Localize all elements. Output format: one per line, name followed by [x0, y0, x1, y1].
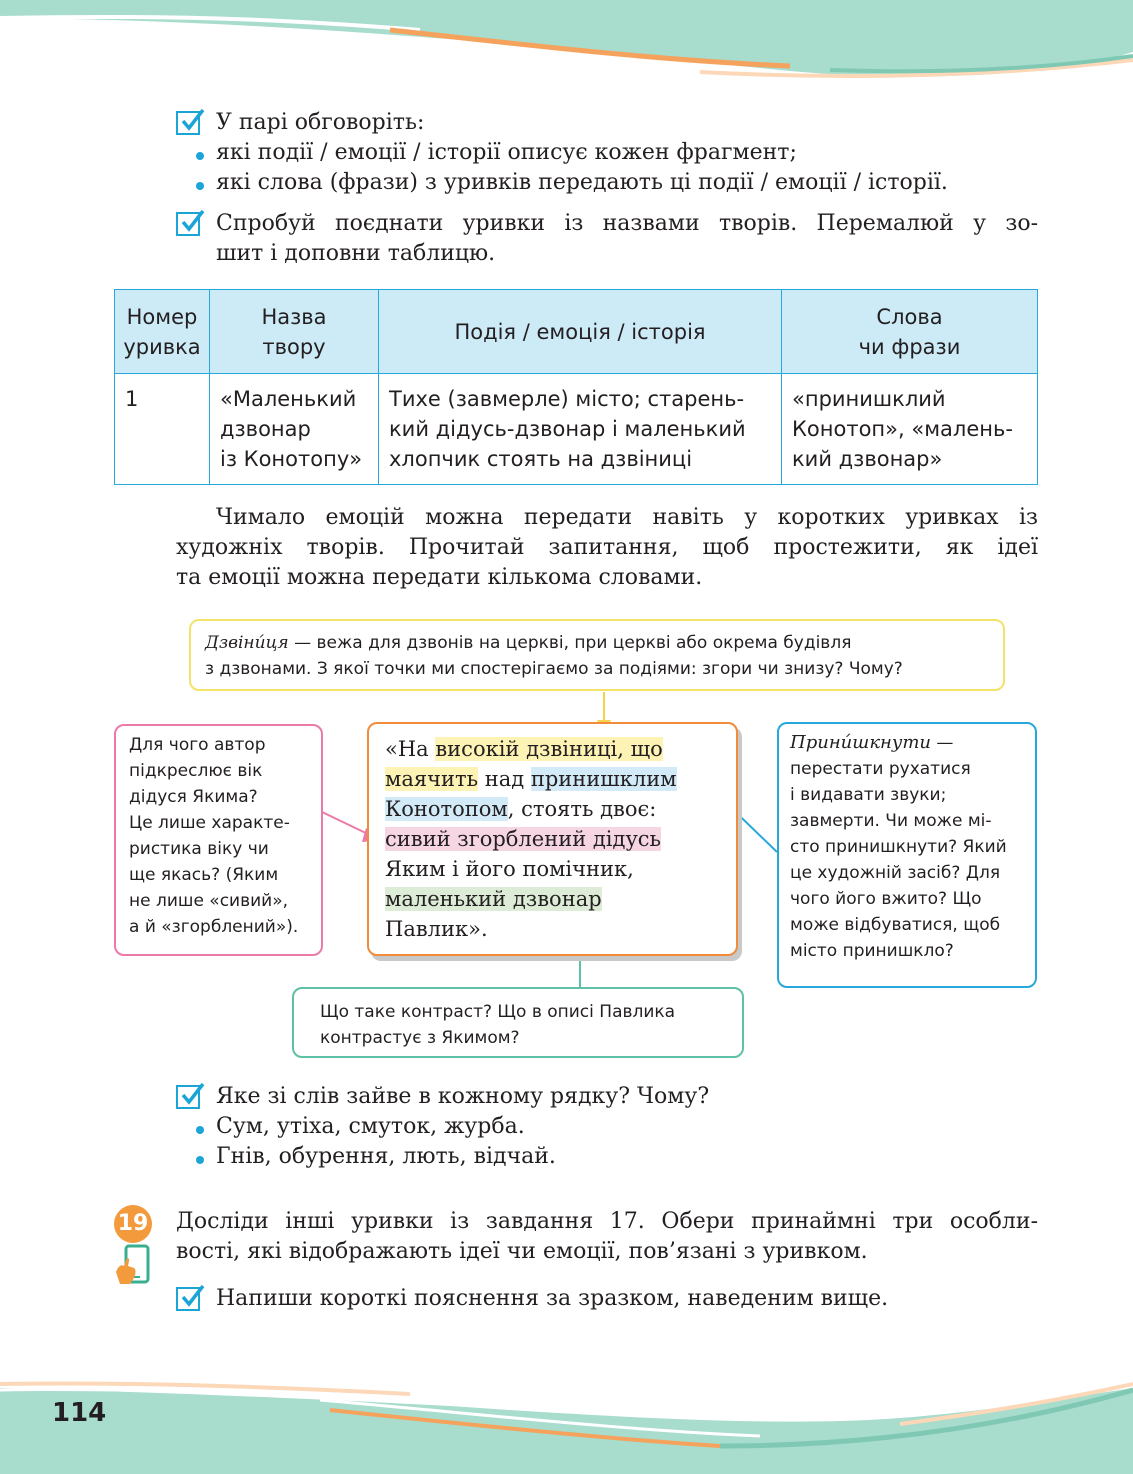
task-c-intro: Яке зі слів зайве в кожному рядку? Чому? — [216, 1084, 710, 1109]
task-19-sub: Напиши короткі пояснення за зразком, наведеним вище. — [216, 1286, 889, 1311]
task-19-line-2: вості, які відображають ідеї чи емоції, пов’язані з уривком. — [176, 1239, 868, 1264]
term-hush: Прини́шкнути — [790, 732, 932, 753]
cell-number: 1 — [115, 374, 210, 485]
tablet-touch-icon — [114, 1244, 152, 1286]
task-a-bullet-1: які події / емоції / історії описує кожен фрагмент; — [216, 140, 797, 165]
checkbox-icon — [176, 1085, 200, 1109]
question-box-contrast: Що таке контраст? Що в описі Павлика контрастує з Якимом? — [292, 987, 744, 1058]
checkbox-icon — [176, 1287, 200, 1311]
task-c-bullet-2: Гнів, обурення, лють, відчай. — [216, 1144, 556, 1169]
task-c-bullet-1: Сум, утіха, смуток, журба. — [216, 1114, 525, 1139]
definition-box-belfry: Дзвіни́ця — вежа для дзвонів на церкві, при церкві або окрема будівля з дзвонами. З якої точки ми спостерігаємо за подіями: згори чи знизу? Чому? — [189, 619, 1005, 691]
definition-box-hush: Прини́шкнути — перестати рухатися і видавати звуки; завмерти. Чи може мі- сто принишкнути? Який це художній засіб? Для чого його вжито? Що може відбуватися, щоб місто принишкло? — [777, 722, 1037, 988]
task-a-bullet-2: які слова (фрази) з уривків передають ці події / емоції / історії. — [216, 170, 948, 195]
quote-box: «На високій дзвіниці, що маячить над принишклим Конотопом, стоять двоє: сивий згорблений дідусь Яким і його помічник, маленький дзвонар Павлик». — [367, 722, 738, 956]
bullet-icon — [196, 1126, 204, 1134]
header-cell-title: Назва твору — [210, 290, 379, 374]
paragraph-line-2: художніх творів. Прочитай запитання, щоб простежити, як ідеї — [176, 535, 1038, 560]
header-cell-number: Номер уривка — [115, 290, 210, 374]
header-cell-words: Слова чи фрази — [782, 290, 1038, 374]
bullet-icon — [196, 1156, 204, 1164]
cell-title: «Маленький дзвонар із Конотопу» — [210, 374, 379, 485]
cell-event: Тихе (завмерле) місто; старень- кий дідусь-дзвонар і маленький хлопчик стоять на дзвіниці — [379, 374, 782, 485]
term-belfry: Дзвіни́ця — [205, 633, 289, 653]
header-cell-event: Подія / емоція / історія — [379, 290, 782, 374]
task-number-badge: 19 — [114, 1205, 152, 1243]
bottom-wave-decoration — [0, 1370, 1133, 1474]
paragraph-line-3: та емоції можна передати кількома словами. — [176, 565, 703, 590]
page-number: 114 — [52, 1398, 107, 1428]
task-b-line-2: шит і доповни таблицю. — [216, 241, 496, 266]
task-a-intro: У парі обговоріть: — [216, 110, 425, 135]
paragraph-line-1: Чимало емоцій можна передати навіть у коротких уривках із — [216, 505, 1038, 530]
task-b-line-1: Спробуй поєднати уривки із назвами творів. Перемалюй у зо- — [216, 211, 1038, 236]
cell-words: «принишклий Конотоп», «малень- кий дзвонар» — [782, 374, 1038, 485]
question-box-age: Для чого автор підкреслює вік дідуся Якима? Це лише характе- ристика віку чи ще якась? (Яким не лише «сивий», а й «згорблений»). — [114, 724, 323, 956]
task-19-line-1: Досліди інші уривки із завдання 17. Обери принаймні три особли- — [176, 1209, 1038, 1234]
